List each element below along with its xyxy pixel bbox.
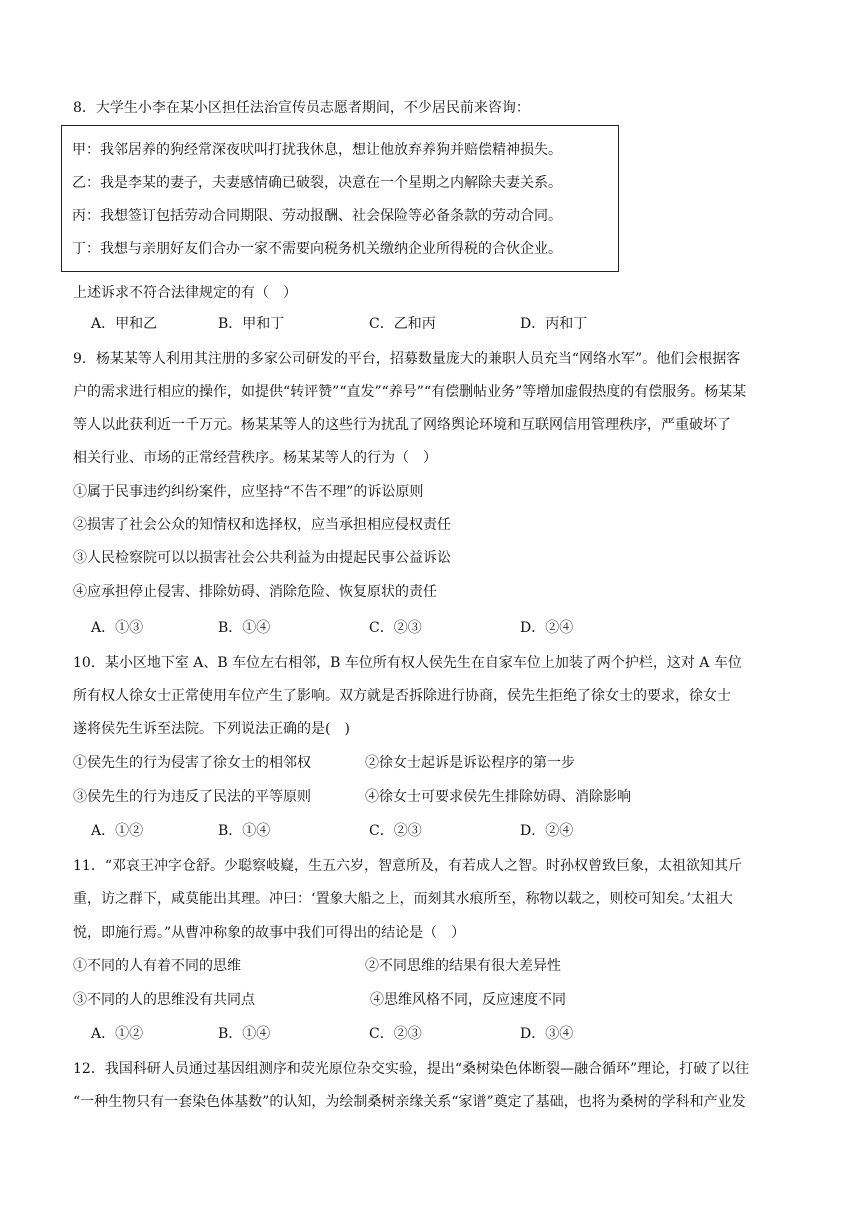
q10-item: ①侯先生的行为侵害了徐女士的相邻权: [73, 755, 311, 771]
q11-stem-line: 悦，即施行焉。”从曹冲称象的故事中我们可得出的结论是（ ）: [73, 925, 466, 941]
q9-option-a[interactable]: A．①③: [91, 620, 144, 636]
q8-consultation-box: [61, 125, 619, 272]
q11-stem-line: 11．“邓哀王冲字仓舒。少聪察岐嶷，生五六岁，智意所及，有若成人之智。时孙权曾致巨象，太祖欲知其斤: [73, 858, 742, 874]
q9-stem-line: 9．杨某某等人利用其注册的多家公司研发的平台，招募数量庞大的兼职人员充当“网络水军”。他们会根据客: [73, 351, 741, 367]
q11-item: ①不同的人有着不同的思维: [73, 958, 241, 974]
q9-item: ①属于民事违约纠纷案件，应坚持“不告不理”的诉讼原则: [73, 484, 424, 500]
q10-option-d[interactable]: D．②④: [520, 823, 574, 839]
q8-box-line: 甲：我邻居养的狗经常深夜吠叫打扰我休息，想让他放弃养狗并赔偿精神损失。: [72, 142, 562, 158]
q11-option-d[interactable]: D．③④: [520, 1026, 574, 1042]
q8-box-line: 乙：我是李某的妻子，夫妻感情确已破裂，决意在一个星期之内解除夫妻关系。: [72, 175, 562, 191]
q12-stem-line: 12．我国科研人员通过基因组测序和荧光原位杂交实验，提出“桑树染色体断裂—融合循环”理论，打破了以往: [73, 1061, 750, 1077]
q8-stem: 8．大学生小李在某小区担任法治宣传员志愿者期间，不少居民前来咨询：: [73, 100, 530, 116]
q11-option-c[interactable]: C．②③: [369, 1026, 422, 1042]
q11-item: ③不同的人的思维没有共同点: [73, 992, 255, 1008]
q9-stem-line: 等人以此获利近一千万元。杨某某等人的这些行为扰乱了网络舆论环境和互联网信用管理秩序，严重破坏了: [73, 417, 731, 433]
q10-item: ③侯先生的行为违反了民法的平等原则: [73, 789, 311, 805]
q11-item: ②不同思维的结果有很大差异性: [365, 958, 561, 974]
q10-stem-line: 所有权人徐女士正常使用车位产生了影响。双方就是否拆除进行协商，侯先生拒绝了徐女士的要求，徐女士: [73, 688, 731, 704]
q10-option-a[interactable]: A．①②: [91, 823, 144, 839]
q10-option-b[interactable]: B．①④: [218, 823, 271, 839]
q11-item: ④思维风格不同，反应速度不同: [370, 992, 566, 1008]
q8-option-c[interactable]: C．乙和丙: [369, 316, 436, 332]
q8-box-line: 丁：我想与亲朋好友们合办一家不需要向税务机关缴纳企业所得税的合伙企业。: [72, 241, 562, 257]
q9-item: ④应承担停止侵害、排除妨碍、消除危险、恢复原状的责任: [73, 584, 437, 600]
q8-option-d[interactable]: D．丙和丁: [520, 316, 588, 332]
q9-option-b[interactable]: B．①④: [218, 620, 271, 636]
q10-option-c[interactable]: C．②③: [369, 823, 422, 839]
q10-item: ②徐女士起诉是诉讼程序的第一步: [365, 755, 575, 771]
q9-item: ③人民检察院可以以损害社会公共利益为由提起民事公益诉讼: [73, 550, 451, 566]
q8-option-b[interactable]: B．甲和丁: [218, 316, 285, 332]
q11-option-a[interactable]: A．①②: [91, 1026, 144, 1042]
q9-stem-line: 相关行业、市场的正常经营秩序。杨某某等人的行为（ ）: [73, 450, 437, 466]
q9-option-c[interactable]: C．②③: [369, 620, 422, 636]
q8-option-a[interactable]: A．甲和乙: [91, 316, 158, 332]
q9-option-d[interactable]: D．②④: [520, 620, 574, 636]
q10-item: ④徐女士可要求侯先生排除妨碍、消除影响: [365, 789, 631, 805]
q11-stem-line: 重，访之群下，咸莫能出其理。冲曰：‘置象大船之上，而刻其水痕所至，称物以载之，则校可知矣。’太祖大: [73, 891, 733, 907]
q9-item: ②损害了社会公众的知情权和选择权，应当承担相应侵权责任: [73, 517, 451, 533]
q12-stem-line: “一种生物只有一套染色体基数”的认知，为绘制桑树亲缘关系“家谱”奠定了基础，也将为桑树的学科和产业发: [73, 1094, 746, 1110]
q10-stem-line: 遂将侯先生诉至法院。下列说法正确的是( ): [73, 721, 350, 737]
q11-option-b[interactable]: B．①④: [218, 1026, 271, 1042]
q10-stem-line: 10．某小区地下室 A、B 车位左右相邻，B 车位所有权人侯先生在自家车位上加装了两个护栏，这对 A 车位: [73, 655, 742, 671]
q8-box-line: 丙：我想签订包括劳动合同期限、劳动报酬、社会保险等必备条款的劳动合同。: [72, 208, 562, 224]
q9-stem-line: 户的需求进行相应的操作，如提供“转评赞”“直发”“养号”“有偿删帖业务”等增加虚假热度的有偿服务。杨某某: [73, 384, 747, 400]
q8-question: 上述诉求不符合法律规定的有（ ）: [73, 285, 297, 301]
